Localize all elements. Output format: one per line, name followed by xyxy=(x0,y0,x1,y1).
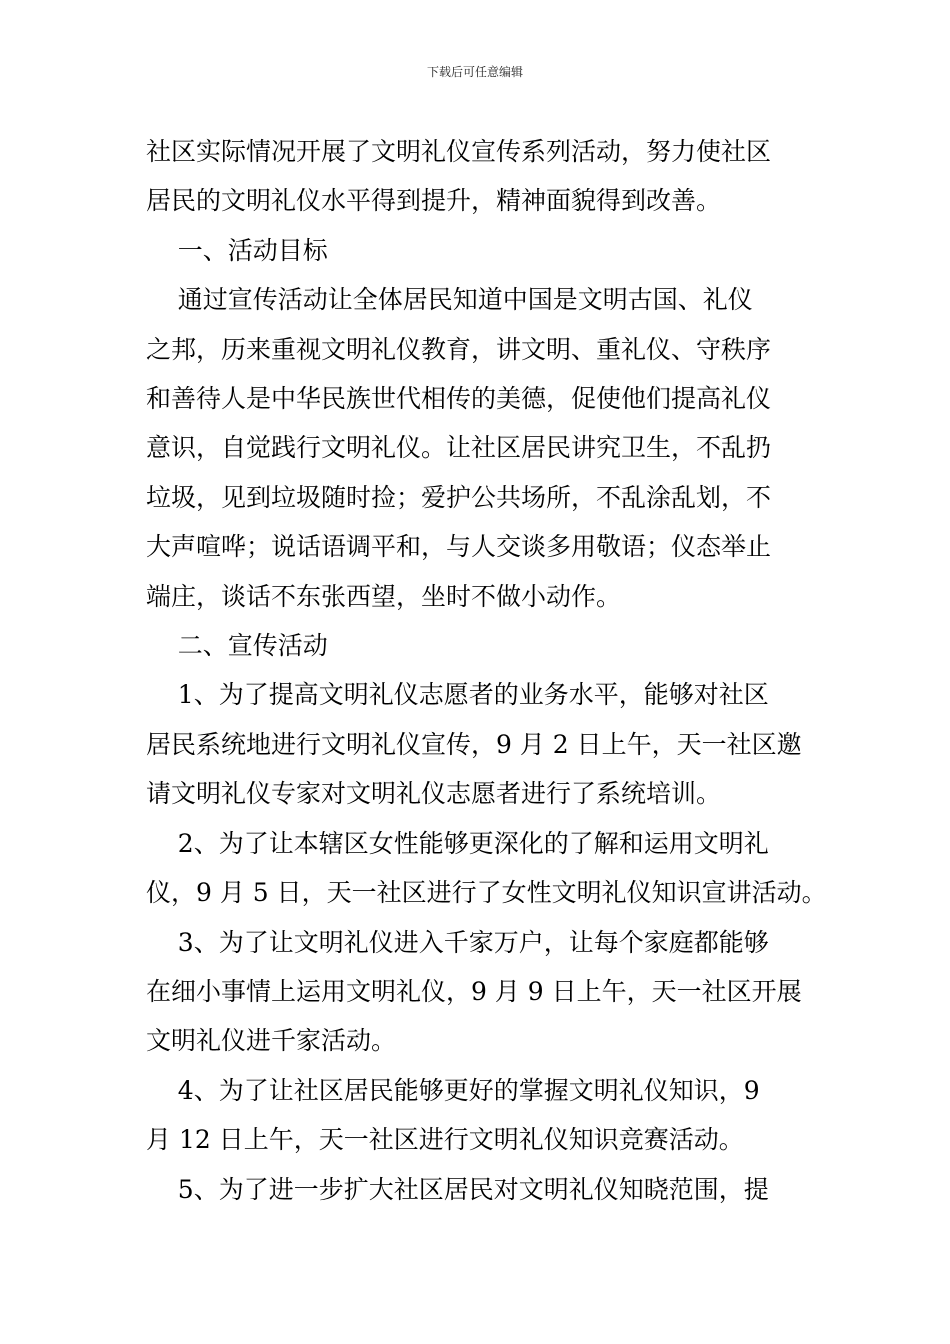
text-line: 通过宣传活动让全体居民知道中国是文明古国、礼仪 xyxy=(146,285,753,315)
text-line: 和善待人是中华民族世代相传的美德，促使他们提高礼仪 xyxy=(146,384,772,414)
text-line: 2、为了让本辖区女性能够更深化的了解和运用文明礼 xyxy=(146,828,769,858)
text-line: 大声喧哗；说话语调平和，与人交谈多用敬语；仪态举止 xyxy=(146,532,772,562)
section-heading: 一、活动目标 xyxy=(146,235,328,265)
text-line: 4、为了让社区居民能够更好的掌握文明礼仪知识，9 xyxy=(146,1075,760,1105)
text-line: 仪，9 月 5 日，天一社区进行了女性文明礼仪知识宣讲活动。 xyxy=(146,878,827,908)
text-line: 请文明礼仪专家对文明礼仪志愿者进行了系统培训。 xyxy=(146,779,722,809)
text-line: 月 12 日上午，天一社区进行文明礼仪知识竞赛活动。 xyxy=(146,1125,744,1155)
text-line: 居民系统地进行文明礼仪宣传，9 月 2 日上午，天一社区邀 xyxy=(146,729,802,759)
text-line: 意识，自觉践行文明礼仪。让社区居民讲究卫生，不乱扔 xyxy=(146,433,772,463)
text-line: 垃圾，见到垃圾随时捡；爱护公共场所，不乱涂乱划，不 xyxy=(146,482,772,512)
page-header: 下载后可任意编辑 xyxy=(426,65,523,79)
section-heading: 二、宣传活动 xyxy=(146,631,328,661)
text-line: 在细小事情上运用文明礼仪，9 月 9 日上午，天一社区开展 xyxy=(146,976,802,1006)
text-line: 端庄，谈话不东张西望，坐时不做小动作。 xyxy=(146,581,622,611)
text-line: 3、为了让文明礼仪进入千家万户，让每个家庭都能够 xyxy=(146,927,769,957)
text-line: 之邦，历来重视文明礼仪教育，讲文明、重礼仪、守秩序 xyxy=(146,334,772,364)
document-body xyxy=(146,127,827,1214)
text-line: 社区实际情况开展了文明礼仪宣传系列活动，努力使社区 xyxy=(146,137,772,166)
text-line: 居民的文明礼仪水平得到提升，精神面貌得到改善。 xyxy=(146,186,722,216)
text-line: 1、为了提高文明礼仪志愿者的业务水平，能够对社区 xyxy=(146,680,769,710)
text-line: 文明礼仪进千家活动。 xyxy=(146,1026,397,1056)
text-line: 5、为了进一步扩大社区居民对文明礼仪知晓范围，提 xyxy=(146,1174,769,1204)
